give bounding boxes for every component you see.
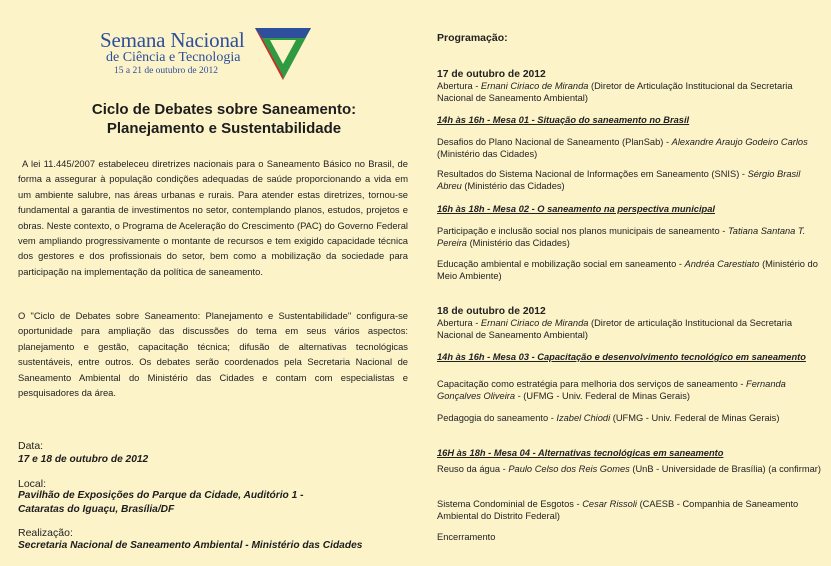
- talk-title: Desafios do Plano Nacional de Saneamento (PlanSab) -: [437, 137, 672, 147]
- talk-title: Reuso da água -: [437, 464, 509, 474]
- talk-org: (Ministério do Meio Ambiente): [437, 259, 818, 281]
- day2-opening: [437, 318, 821, 341]
- logo-line-1: Semana Nacional: [100, 28, 245, 52]
- session-1-talk-2: [437, 169, 821, 192]
- day1-opening-prefix: Abertura -: [437, 81, 481, 91]
- day1-opening-role: (Diretor de Articulação Institucional da Secretaria Nacional de Saneamento Ambiental): [437, 81, 793, 103]
- schedule-heading: Programação:: [437, 32, 508, 44]
- location-value-1: Pavilhão de Exposições do Parque da Cidade, Auditório 1 -: [18, 490, 304, 501]
- date-label: Data:: [18, 440, 44, 452]
- session-3-title: 14h às 16h - Mesa 03 - Capacitação e desenvolvimento tecnológico em saneamento: [437, 352, 806, 362]
- logo-dates: 15 a 21 de outubro de 2012: [114, 66, 218, 76]
- session-1-talk-1: [437, 137, 821, 160]
- location-value-2: Cataratas do Iguaçu, Brasília/DF: [18, 504, 175, 515]
- page-title: [28, 100, 420, 138]
- day2-opening-role: (Diretor de articulação Institucional da Secretaria Nacional de Saneamento Ambiental): [437, 318, 793, 340]
- day1-opening-speaker: Ernani Ciriaco de Miranda: [480, 81, 589, 91]
- talk-org: (UFMG - Univ. Federal de Minas Gerais): [610, 413, 780, 423]
- schedule-column: [437, 0, 823, 566]
- left-column: [18, 0, 410, 566]
- day2-opening-prefix: Abertura -: [437, 318, 481, 328]
- organizer-value: Secretaria Nacional de Saneamento Ambiental - Ministério das Cidades: [18, 540, 363, 551]
- session-4-talk-1: [437, 464, 821, 476]
- session-4-talk-2: [437, 499, 821, 522]
- talk-org: - (UFMG - Univ. Federal de Minas Gerais): [515, 390, 690, 401]
- intro-paragraph-1: A lei 11.445/2007 estabeleceu diretrizes nacionais para o Saneamento Básico no Brasil, de forma a assegurar à população condições adequadas de saúde proporcionando a vida em um ambiente salubre, nas áreas urbanas e rurais. Para atender estas diretrizes, tornou-se fundamental a garantia de investimentos no setor, contemplando planos, estudos, projetos e obras. Neste contexto, o Programa de Aceleração do Crescimento (PAC) do Governo Federal vem ampliando progressivamente o montante de recursos e tem exigido capacidade técnica dos gestores e dos profissionais do setor, bem como a mobilização da sociedade para participação na implementação da política de saneamento.: [18, 158, 408, 277]
- talk-speaker: Alexandre Araujo Godeiro Carlos: [671, 137, 808, 147]
- session-3-talk-1: [437, 379, 821, 402]
- talk-org: (Ministério das Cidades): [461, 180, 565, 191]
- title-line-1: Ciclo de Debates sobre Saneamento:: [91, 101, 357, 118]
- event-logo: [100, 24, 340, 84]
- talk-org: (Ministério das Cidades): [437, 148, 538, 159]
- talk-speaker: Cesar Rissoli: [582, 499, 637, 509]
- session-1-title: 14h às 16h - Mesa 01 - Situação do saneamento no Brasil: [437, 115, 690, 125]
- session-4-title: 16H às 18h - Mesa 04 - Alternativas tecnológicas em saneamento: [437, 448, 724, 458]
- talk-title: Capacitação como estratégia para melhoria dos serviços de saneamento -: [437, 379, 747, 389]
- closing: Encerramento: [437, 532, 496, 542]
- talk-title: Pedagogia do saneamento -: [437, 413, 557, 423]
- date-value: 17 e 18 de outubro de 2012: [18, 454, 149, 465]
- title-line-2: Planejamento e Sustentabilidade: [106, 120, 342, 137]
- day2-opening-speaker: Ernani Ciriaco de Miranda: [480, 318, 589, 328]
- talk-speaker: Paulo Celso dos Reis Gomes: [508, 464, 630, 474]
- talk-speaker: Andréa Carestiato: [684, 259, 760, 269]
- location-label: Local:: [18, 478, 47, 490]
- talk-org: (UnB - Universidade de Brasília) (a confirmar): [629, 464, 821, 474]
- talk-speaker: Sérgio Brasil Abreu: [437, 169, 801, 191]
- talk-speaker: Izabel Chiodi: [556, 413, 611, 423]
- organizer-label: Realização:: [18, 527, 73, 539]
- session-2-title: 16h às 18h - Mesa 02 - O saneamento na perspectiva municipal: [437, 204, 715, 214]
- day1-date: 17 de outubro de 2012: [437, 69, 546, 80]
- logo-line-2: de Ciência e Tecnologia: [106, 50, 241, 65]
- talk-org: (Ministério das Cidades): [466, 237, 570, 248]
- triangle-logo-icon: [252, 24, 314, 84]
- talk-org: (CAESB - Companhia de Saneamento Ambiental do Distrito Federal): [437, 499, 799, 521]
- talk-speaker: Fernanda Gonçalves Oliveira: [437, 379, 786, 401]
- talk-title: Educação ambiental e mobilização social em saneamento -: [437, 259, 685, 269]
- talk-speaker: Tatiana Santana T. Pereira: [437, 226, 806, 248]
- talk-title: Resultados do Sistema Nacional de Informações em Saneamento (SNIS) -: [437, 169, 748, 179]
- day2-date: 18 de outubro de 2012: [437, 306, 546, 317]
- talk-title: Participação e inclusão social nos planos municipais de saneamento -: [437, 226, 728, 236]
- session-2-talk-2: [437, 259, 821, 282]
- talk-title: Sistema Condominial de Esgotos -: [437, 499, 583, 509]
- intro-paragraph-2: O "Ciclo de Debates sobre Saneamento: Planejamento e Sustentabilidade" configura-se oportunidade para ampliação das discussões do tema em seus vários aspectos: planejamento e gestão, capacitação técnica; difusão de alternativas tecnológicas sustentáveis, entre outros. Os debates serão coordenados pela Secretaria Nacional de Saneamento Ambiental do Ministério das Cidades e contam com especialistas e pesquisadores da área.: [18, 310, 408, 399]
- session-3-talk-2: [437, 413, 821, 425]
- day1-opening: [437, 81, 821, 104]
- session-2-talk-1: [437, 226, 821, 249]
